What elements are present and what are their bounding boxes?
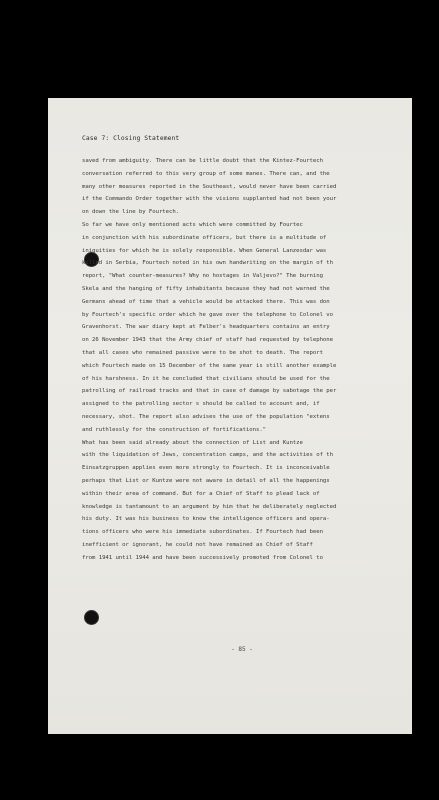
text-line: inefficient or ignorant, he could not have remained as Chief of Staff — [82, 541, 313, 548]
text-line: and ruthlessly for the construction of fortifications." — [82, 426, 267, 433]
punch-hole-bottom — [84, 610, 99, 625]
text-line: saved from ambiguity. There can be little doubt that the Kintez-Fourtech — [82, 158, 323, 164]
text-line: from 1941 until 1944 and have been successively promoted from Colonel to — [82, 554, 323, 561]
text-line: conversation referred to this very group of some manes. There can, and the — [82, 170, 330, 177]
text-line: iniquities for which he is solely responsible. When General Lanzesdar was — [82, 247, 327, 254]
text-line: Einsatzgruppen applies even more strongly to Fourtech. It is inconceivable — [82, 465, 330, 472]
body-text — [82, 155, 402, 565]
text-line: Skela and the hanging of fifty inhabitants because they had not warned the — [82, 285, 330, 292]
text-line: that all cases who remained passive were to be shot to death. The report — [82, 349, 323, 356]
text-line: Germans ahead of time that a vehicle would be attacked there. This was don — [82, 298, 330, 305]
text-line: perhaps that List or Kuntze were not aware in detail of all the happenings — [82, 477, 330, 484]
text-line: tions officers who were his immediate subordinates. If Fourtech had been — [82, 529, 323, 536]
text-line: in conjunction with his subordinate officers, but there is a multitude of — [82, 234, 327, 241]
text-line: patrolling of railroad tracks and that in case of damage by sabotage the per — [82, 388, 337, 395]
text-line: on down the line by Fourtech. — [82, 209, 180, 216]
text-line: many other measures reported in the Southeast, would never have been carried — [82, 183, 337, 190]
text-line: necessary, shot. The report also advises the use of the population "extens — [82, 413, 330, 420]
text-line: on 26 November 1943 that the Army chief of staff had requested by telephone — [82, 337, 333, 344]
page-heading: Case 7: Closing Statement — [82, 135, 180, 142]
text-line: Gravenhorst. The war diary kept at Felber's headquarters contains an entry — [82, 324, 330, 331]
text-line: What has been said already about the connection of List and Kuntze — [82, 439, 303, 446]
text-line: by Fourtech's specific order which he gave over the telephone to Colonel vo — [82, 311, 333, 318]
text-line: which Fourtech made on 15 December of the same year is still another example — [82, 362, 337, 369]
text-line: knowledge is tantamount to an argument by him that he deliberately neglected — [82, 503, 337, 510]
text-line: So far we have only mentioned acts which were committed by Fourtec — [82, 221, 303, 228]
page-number: - 85 - — [231, 646, 253, 653]
text-line: within their area of command. But for a Chief of Staff to plead lack of — [82, 490, 320, 497]
text-line: of his harshness. In it he concluded that civilians should be used for the — [82, 375, 330, 382]
text-line: if the Commando Order together with the visions supplanted had not been your — [82, 196, 337, 203]
text-line: killed in Serbia, Fourtech noted in his own handwriting on the margin of th — [82, 260, 333, 267]
text-line: assigned to the patrolling sector s should be called to account and, if — [82, 401, 320, 408]
text-line: his duty. It was his business to know the intelligence officers and opera- — [82, 516, 330, 523]
text-line: with the liquidation of Jews, concentration camps, and the activities of th — [82, 452, 333, 459]
text-line: report, "What counter-measures? Why no hostages in Valjevo?" The burning — [82, 273, 323, 280]
